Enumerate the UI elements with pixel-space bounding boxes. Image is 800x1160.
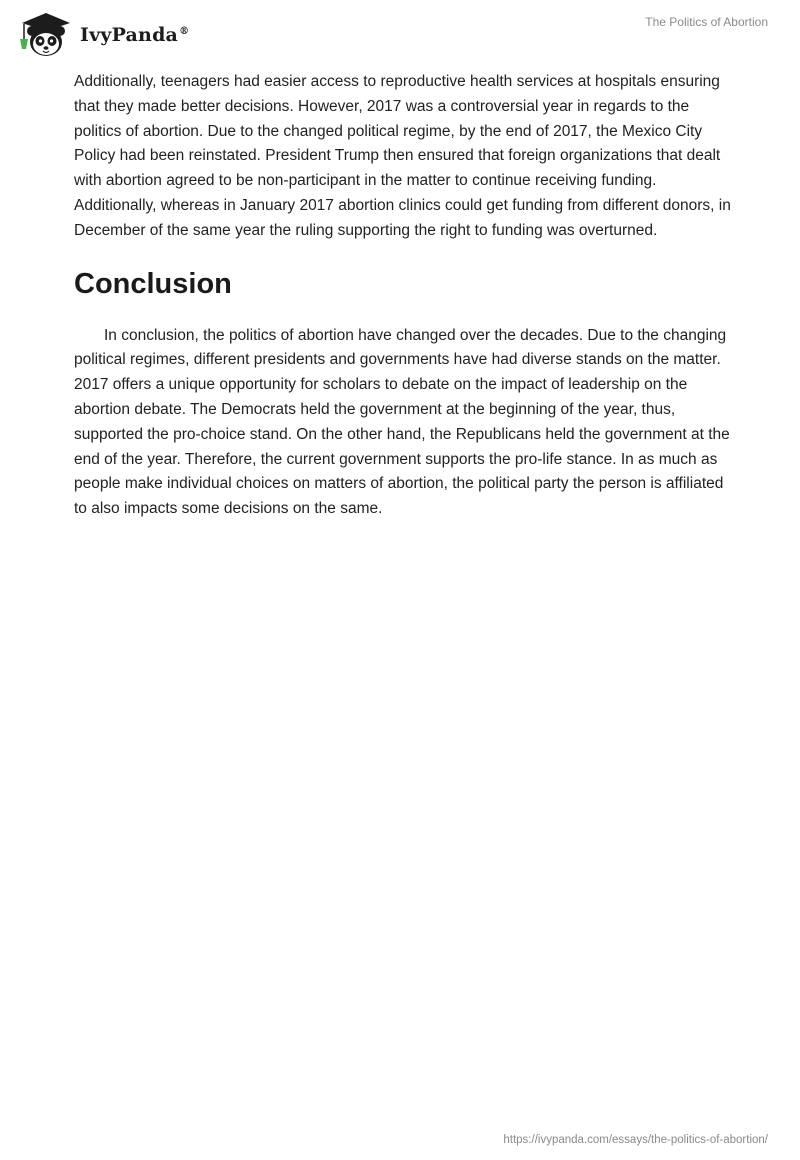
page-header <box>0 0 800 70</box>
body-paragraph-1: Additionally, teenagers had easier access to reproductive health services at hospitals ensuring that they made better decisions. However, 2017 was a controversial year in regards to the politics of abortion. Due to the changed political regime, by the end of 2017, the Mexico City Policy had been reinstated. President Trump then ensured that foreign organizations that dealt with abortion agreed to be non-participant in the matter to continue receiving funding. Additionally, whereas in January 2017 abortion clinics could get funding from different donors, in December of the same year the ruling supporting the right to funding was overturned. <box>74 73 731 239</box>
footer-source-url[interactable]: https://ivypanda.com/essays/the-politics-of-abortion/ <box>503 1134 768 1146</box>
ivypanda-logo[interactable] <box>14 8 189 60</box>
logo-wordmark <box>80 24 189 46</box>
registered-mark: ® <box>179 25 190 37</box>
running-title: The Politics of Abortion <box>645 15 768 29</box>
logo-name: IvyPanda <box>80 24 179 46</box>
conclusion-heading: Conclusion <box>74 267 232 300</box>
panda-graduate-icon <box>14 9 74 59</box>
conclusion-paragraph: In conclusion, the politics of abortion have changed over the decades. Due to the changing political regimes, different presidents and governments have had diverse stands on the matter. 2017 offers a unique opportunity for scholars to debate on the impact of leadership on the abortion debate. The Democrats held the government at the beginning of the year, thus, supported the pro-choice stand. On the other hand, the Republicans held the government at the end of the year. Therefore, the current government supports the pro-life stance. In as much as people make individual choices on matters of abortion, the political party the person is affiliated to also impacts some decisions on the same. <box>74 326 730 518</box>
essay-content <box>74 70 734 522</box>
